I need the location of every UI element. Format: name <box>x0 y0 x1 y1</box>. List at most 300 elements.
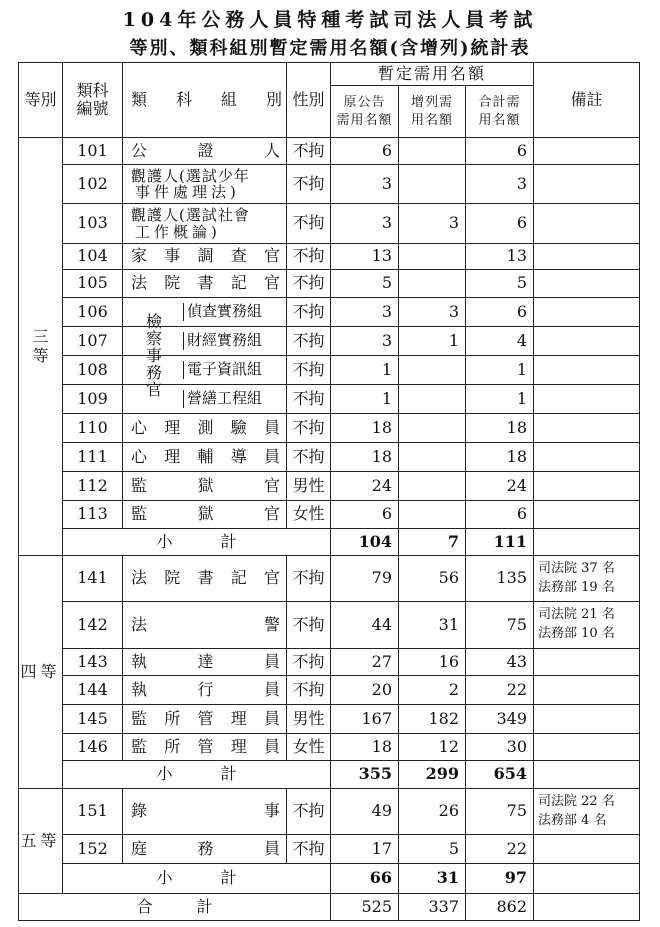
table-row <box>19 385 640 414</box>
remarks-cell <box>534 244 640 270</box>
quota-table <box>18 62 640 921</box>
total-quota: 6 <box>466 501 534 529</box>
category-cell <box>123 501 287 529</box>
level-five-label: 五等 <box>19 789 63 894</box>
category-char: 務 <box>197 838 214 858</box>
remarks-cell <box>534 835 640 864</box>
category-name <box>123 653 286 671</box>
total-quota: 22 <box>466 676 534 705</box>
total-quota: 4 <box>466 327 534 356</box>
original-quota: 525 <box>331 894 399 921</box>
table-row <box>19 472 640 501</box>
remarks-cell <box>534 734 640 761</box>
category-char: 獄 <box>197 475 214 495</box>
original-quota: 13 <box>331 244 399 270</box>
category-char: 員 <box>263 736 280 756</box>
subtotal-text <box>63 765 330 783</box>
total-quota: 24 <box>466 472 534 501</box>
remarks-cell <box>534 556 640 602</box>
remarks-cell <box>534 472 640 501</box>
remarks-cell <box>534 165 640 204</box>
category-code: 104 <box>63 244 123 270</box>
category-char: 所 <box>164 736 181 756</box>
category-cell <box>123 443 287 472</box>
category-char: 導 <box>230 446 247 466</box>
added-quota: 56 <box>399 556 466 602</box>
table-row <box>19 556 640 602</box>
category-cell <box>123 204 287 244</box>
table-row <box>19 204 640 244</box>
total-quota: 6 <box>466 204 534 244</box>
category-cell <box>123 556 287 602</box>
prosecutor-group: 營繕工程組 <box>183 390 262 407</box>
remarks-cell <box>534 761 640 789</box>
category-char: 查 <box>230 246 247 266</box>
total-quota: 75 <box>466 602 534 649</box>
original-quota: 1 <box>331 385 399 414</box>
category-char: 院 <box>164 568 181 588</box>
remark-line: 司法院 22 名 <box>538 793 615 809</box>
category-char: 員 <box>263 651 280 671</box>
category-char: 家 <box>131 246 148 266</box>
category-name <box>123 247 286 265</box>
subtotal-char: 計 <box>220 764 237 784</box>
category-char: 理 <box>230 708 247 728</box>
subtotal-label <box>63 529 331 556</box>
prosecutor-group: 偵查實務組 <box>183 303 262 320</box>
grand-total-text <box>19 898 330 916</box>
header-category-char: 別 <box>265 89 282 109</box>
category-char: 事 <box>263 801 280 821</box>
category-char: 事 <box>164 246 181 266</box>
remarks-cell <box>534 789 640 835</box>
header-category-char: 組 <box>220 89 237 109</box>
category-char: 測 <box>197 417 214 437</box>
table-row <box>19 356 640 385</box>
category-char: 達 <box>197 651 214 671</box>
table-row <box>19 835 640 864</box>
original-quota: 20 <box>331 676 399 705</box>
gender-cell: 不拘 <box>287 327 331 356</box>
original-quota: 3 <box>331 165 399 204</box>
category-char: 驗 <box>230 417 247 437</box>
original-quota: 24 <box>331 472 399 501</box>
category-char: 獄 <box>197 504 214 524</box>
gender-cell: 不拘 <box>287 165 331 204</box>
category-code: 102 <box>63 165 123 204</box>
category-code: 151 <box>63 789 123 835</box>
table-row <box>19 789 640 835</box>
added-quota <box>399 270 466 298</box>
category-name <box>123 274 286 292</box>
gender-cell: 不拘 <box>287 385 331 414</box>
header-code-line1: 類科 <box>76 80 109 100</box>
category-char: 錄 <box>131 801 148 821</box>
remark-line: 法務部 10 名 <box>538 626 615 641</box>
table-row <box>19 298 640 327</box>
gender-cell: 女性 <box>287 734 331 761</box>
category-name <box>123 616 286 634</box>
category-char: 員 <box>263 417 280 437</box>
category-char: 法 <box>131 568 148 588</box>
gender-cell: 不拘 <box>287 835 331 864</box>
gender-cell: 女性 <box>287 501 331 529</box>
category-char: 官 <box>263 475 280 495</box>
category-code: 142 <box>63 602 123 649</box>
header-category-char: 類 <box>131 89 148 109</box>
category-name <box>123 142 286 160</box>
remarks-cell <box>534 676 640 705</box>
header-gender: 性別 <box>287 63 331 138</box>
header-category <box>123 63 287 138</box>
category-char: 院 <box>164 273 181 293</box>
added-quota: 1 <box>399 327 466 356</box>
category-char: 理 <box>164 446 181 466</box>
category-char: 監 <box>131 708 148 728</box>
category-code: 111 <box>63 443 123 472</box>
added-quota: 5 <box>399 835 466 864</box>
header-added <box>399 86 466 138</box>
original-quota: 18 <box>331 443 399 472</box>
added-quota <box>399 501 466 529</box>
added-quota: 26 <box>399 789 466 835</box>
category-cell <box>123 734 287 761</box>
remarks-cell <box>534 270 640 298</box>
header-remarks: 備註 <box>534 63 640 138</box>
added-quota: 7 <box>399 529 466 556</box>
category-char: 輔 <box>197 446 214 466</box>
header-original-line1: 原公告 <box>343 94 386 110</box>
category-char: 記 <box>230 273 247 293</box>
gender-cell: 不拘 <box>287 298 331 327</box>
header-original <box>331 86 399 138</box>
category-cell <box>123 472 287 501</box>
table-row <box>19 501 640 529</box>
added-quota: 299 <box>399 761 466 789</box>
level-three-label: 三 等 <box>19 138 63 556</box>
category-name <box>123 477 286 495</box>
added-quota: 16 <box>399 649 466 676</box>
total-quota: 5 <box>466 270 534 298</box>
category-name <box>123 681 286 699</box>
original-quota: 18 <box>331 734 399 761</box>
table-row <box>19 443 640 472</box>
gender-cell: 不拘 <box>287 556 331 602</box>
category-char: 監 <box>131 736 148 756</box>
category-code: 141 <box>63 556 123 602</box>
total-quota: 18 <box>466 443 534 472</box>
original-quota: 6 <box>331 501 399 529</box>
prosecutor-group: 電子資訊組 <box>183 361 262 378</box>
added-quota <box>399 138 466 165</box>
table-row <box>19 705 640 734</box>
category-code: 112 <box>63 472 123 501</box>
subtotal-text <box>63 533 330 551</box>
original-quota: 5 <box>331 270 399 298</box>
category-char: 庭 <box>131 838 148 858</box>
remarks-cell <box>534 705 640 734</box>
table-row <box>19 244 640 270</box>
header-row-1 <box>19 63 640 86</box>
category-code: 108 <box>63 356 123 385</box>
header-total-line2: 用名額 <box>478 112 521 128</box>
added-quota: 2 <box>399 676 466 705</box>
category-char: 執 <box>131 679 148 699</box>
header-original-line2: 需用名額 <box>336 112 393 128</box>
gender-cell: 不拘 <box>287 244 331 270</box>
subtotal-row <box>19 761 640 789</box>
category-code: 107 <box>63 327 123 356</box>
category-char: 管 <box>197 736 214 756</box>
total-quota: 3 <box>466 165 534 204</box>
category-char: 員 <box>263 679 280 699</box>
category-char: 所 <box>164 708 181 728</box>
table-row <box>19 602 640 649</box>
category-code: 152 <box>63 835 123 864</box>
remarks-cell <box>534 864 640 894</box>
original-quota: 355 <box>331 761 399 789</box>
added-quota: 31 <box>399 864 466 894</box>
grand-total-char: 合 <box>136 896 153 916</box>
category-code: 109 <box>63 385 123 414</box>
original-quota: 18 <box>331 414 399 443</box>
prosecutor-label: 檢察事務官 <box>143 313 163 398</box>
original-quota: 17 <box>331 835 399 864</box>
grand-total-label <box>19 894 331 921</box>
header-total-line1: 合計需 <box>478 94 521 110</box>
gender-cell: 男性 <box>287 705 331 734</box>
remarks-cell <box>534 298 640 327</box>
category-name <box>123 802 286 820</box>
category-name <box>123 569 286 587</box>
table-row <box>19 734 640 761</box>
category-cell <box>123 705 287 734</box>
gender-cell: 不拘 <box>287 443 331 472</box>
gender-cell: 不拘 <box>287 414 331 443</box>
category-cell <box>123 244 287 270</box>
table-row <box>19 414 640 443</box>
added-quota <box>399 414 466 443</box>
remarks-cell <box>534 649 640 676</box>
total-quota: 6 <box>466 138 534 165</box>
category-code: 113 <box>63 501 123 529</box>
table-row <box>19 165 640 204</box>
total-quota: 75 <box>466 789 534 835</box>
category-char: 調 <box>197 246 214 266</box>
gender-cell: 不拘 <box>287 789 331 835</box>
category-line: 觀護人(選試社會 <box>131 206 250 224</box>
remarks-cell <box>534 443 640 472</box>
table-row <box>19 138 640 165</box>
category-char: 員 <box>263 838 280 858</box>
table-row <box>19 327 640 356</box>
subtotal-row <box>19 529 640 556</box>
table-row <box>19 649 640 676</box>
grand-total-char: 計 <box>196 896 213 916</box>
added-quota: 31 <box>399 602 466 649</box>
category-code: 143 <box>63 649 123 676</box>
gender-cell: 不拘 <box>287 138 331 165</box>
added-quota <box>399 443 466 472</box>
added-quota <box>399 472 466 501</box>
remark-line: 司法院 37 名 <box>538 560 615 576</box>
category-name <box>123 505 286 523</box>
subtotal-row <box>19 864 640 894</box>
category-name <box>123 710 286 728</box>
category-cell <box>123 270 287 298</box>
category-cell <box>123 165 287 204</box>
category-char: 官 <box>263 273 280 293</box>
title-line-2: 等別、類科組別暫定需用名額(含增列)統計表 <box>129 38 531 59</box>
remarks-cell <box>534 327 640 356</box>
table-row <box>19 270 640 298</box>
subtotal-char: 計 <box>220 531 237 551</box>
remark-line: 司法院 21 名 <box>538 607 615 623</box>
category-char: 理 <box>230 736 247 756</box>
subtotal-char: 小 <box>156 531 173 551</box>
header-added-line2: 用名額 <box>410 112 453 128</box>
added-quota: 182 <box>399 705 466 734</box>
total-quota: 13 <box>466 244 534 270</box>
added-quota: 337 <box>399 894 466 921</box>
category-char: 官 <box>263 504 280 524</box>
added-quota <box>399 244 466 270</box>
original-quota: 3 <box>331 204 399 244</box>
category-char: 書 <box>197 568 214 588</box>
category-char: 官 <box>263 568 280 588</box>
original-quota: 27 <box>331 649 399 676</box>
category-line: 工作概論) <box>135 222 221 241</box>
remark-line: 法務部 4 名 <box>538 812 607 828</box>
original-quota: 6 <box>331 138 399 165</box>
category-char: 員 <box>263 446 280 466</box>
gender-cell: 不拘 <box>287 204 331 244</box>
category-name <box>123 840 286 858</box>
added-quota: 12 <box>399 734 466 761</box>
category-char: 書 <box>197 273 214 293</box>
header-category-char: 科 <box>175 89 192 109</box>
subtotal-text <box>63 869 330 887</box>
table-row <box>19 676 640 705</box>
total-quota: 1 <box>466 385 534 414</box>
category-name <box>123 448 286 466</box>
original-quota: 44 <box>331 602 399 649</box>
subtotal-char: 小 <box>156 868 173 888</box>
gender-cell: 不拘 <box>287 649 331 676</box>
category-char: 執 <box>131 651 148 671</box>
category-char: 警 <box>263 614 280 634</box>
category-char: 法 <box>131 273 148 293</box>
original-quota: 3 <box>331 298 399 327</box>
remarks-cell <box>534 501 640 529</box>
subtotal-label <box>63 864 331 894</box>
title-line-1: 104年公務人員特種考試司法人員考試 <box>122 9 538 31</box>
category-char: 理 <box>164 417 181 437</box>
category-cell <box>123 414 287 443</box>
remarks-cell <box>534 356 640 385</box>
total-quota: 862 <box>466 894 534 921</box>
category-cell <box>123 138 287 165</box>
category-char: 證 <box>197 140 214 160</box>
gender-cell: 男性 <box>287 472 331 501</box>
category-name <box>123 738 286 756</box>
gender-cell: 不拘 <box>287 356 331 385</box>
category-code: 144 <box>63 676 123 705</box>
total-quota: 22 <box>466 835 534 864</box>
total-quota: 30 <box>466 734 534 761</box>
subtotal-char: 計 <box>220 868 237 888</box>
category-char: 員 <box>263 708 280 728</box>
subtotal-char: 小 <box>156 764 173 784</box>
category-line: 觀護人(選試少年 <box>131 166 250 185</box>
category-char: 法 <box>131 614 148 634</box>
header-code <box>63 63 123 138</box>
original-quota: 167 <box>331 705 399 734</box>
category-code: 103 <box>63 204 123 244</box>
original-quota: 49 <box>331 789 399 835</box>
category-char: 行 <box>197 679 214 699</box>
gender-cell: 不拘 <box>287 270 331 298</box>
total-quota: 18 <box>466 414 534 443</box>
remarks-cell <box>534 529 640 556</box>
grand-total-row <box>19 894 640 921</box>
remarks-cell <box>534 138 640 165</box>
header-level: 等別 <box>19 63 63 138</box>
category-cell <box>123 602 287 649</box>
added-quota: 3 <box>399 298 466 327</box>
total-quota: 349 <box>466 705 534 734</box>
category-char: 公 <box>131 140 148 160</box>
total-quota: 97 <box>466 864 534 894</box>
category-cell <box>123 649 287 676</box>
total-quota: 654 <box>466 761 534 789</box>
total-quota: 43 <box>466 649 534 676</box>
category-code: 101 <box>63 138 123 165</box>
category-name <box>123 419 286 437</box>
original-quota: 3 <box>331 327 399 356</box>
category-code: 110 <box>63 414 123 443</box>
subtotal-label <box>63 761 331 789</box>
remark-line: 法務部 19 名 <box>538 579 615 595</box>
category-cell <box>123 676 287 705</box>
remarks-cell <box>534 385 640 414</box>
category-cell <box>123 835 287 864</box>
total-quota: 1 <box>466 356 534 385</box>
category-code: 105 <box>63 270 123 298</box>
added-quota <box>399 356 466 385</box>
category-char: 心 <box>131 417 148 437</box>
gender-cell: 不拘 <box>287 602 331 649</box>
total-quota: 135 <box>466 556 534 602</box>
original-quota: 66 <box>331 864 399 894</box>
original-quota: 1 <box>331 356 399 385</box>
category-char: 人 <box>263 140 280 160</box>
category-code: 145 <box>63 705 123 734</box>
added-quota: 3 <box>399 204 466 244</box>
category-code: 146 <box>63 734 123 761</box>
category-char: 監 <box>131 504 148 524</box>
remarks-cell <box>534 894 640 921</box>
category-code: 106 <box>63 298 123 327</box>
category-char: 官 <box>263 246 280 266</box>
original-quota: 79 <box>331 556 399 602</box>
category-char: 監 <box>131 475 148 495</box>
prosecutor-group: 財經實務組 <box>183 332 262 349</box>
category-line: 事件處理法) <box>135 183 240 201</box>
level-four-label: 四等 <box>19 556 63 789</box>
added-quota <box>399 385 466 414</box>
category-cell <box>123 789 287 835</box>
